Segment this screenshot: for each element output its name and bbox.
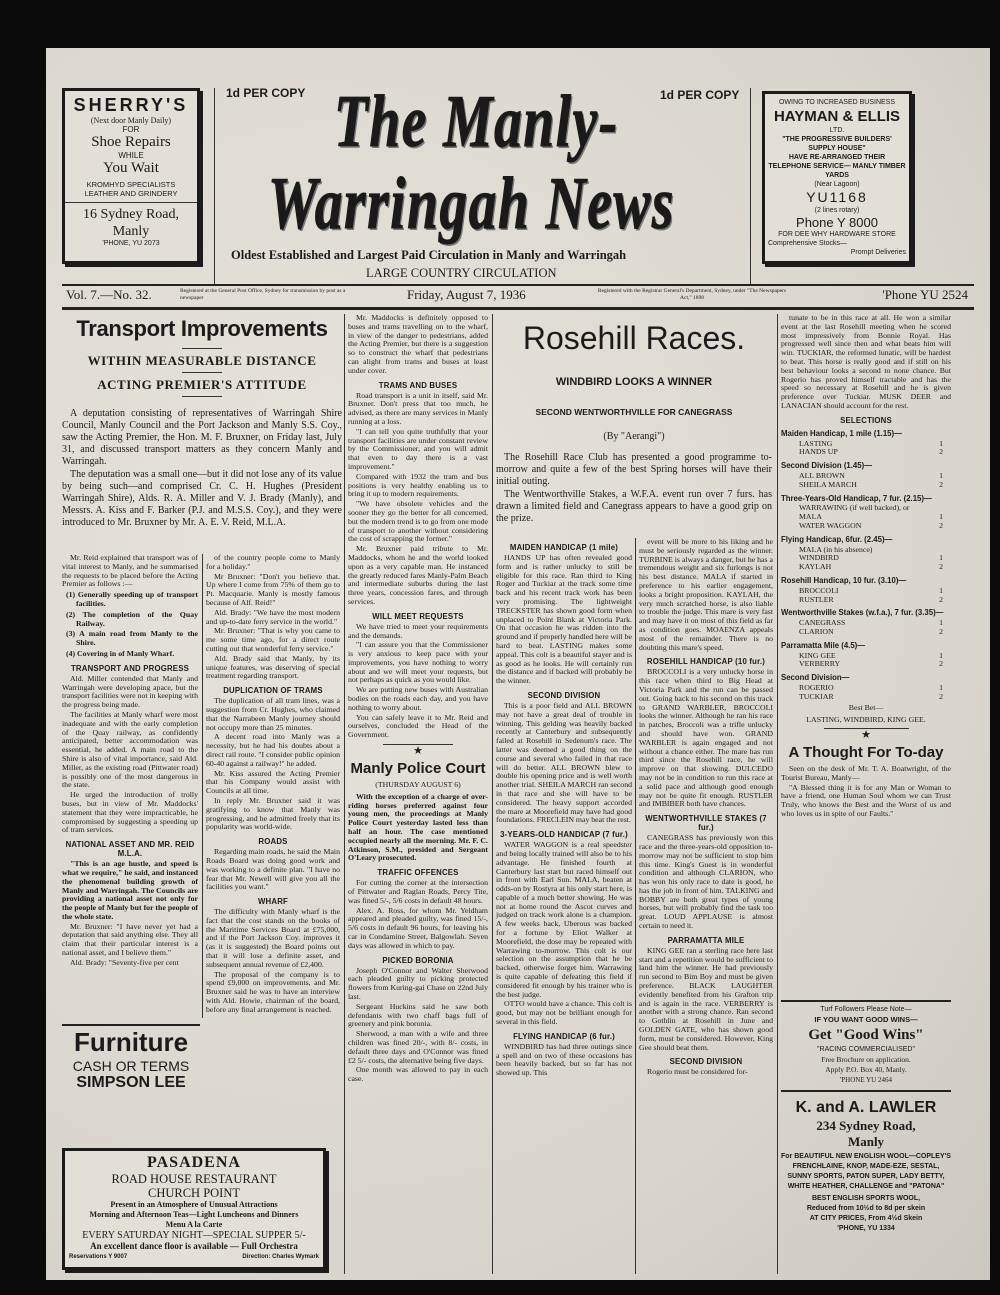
paragraph: We have tried to meet your requirements and the demands. [348, 621, 488, 640]
headline: Transport Improvements [76, 316, 328, 341]
placing: 2 [939, 594, 943, 604]
masthead-title-line1: The Manly- [334, 81, 619, 163]
placing: 1 [939, 512, 943, 522]
paragraph: Regarding main roads, he said the Main Roads Board was doing good work and was working to a definite plan. "I have no fear that Mr. Newell will give you all the facilities you want." [206, 847, 340, 892]
ad-direction: Direction: Charles Wymark [242, 1254, 319, 1260]
horse-name: CANEGRASS [799, 618, 846, 628]
ad-text: Reduced from 10½d to 8d per skein [806, 1205, 926, 1212]
ad-text: Menu A la Carte [165, 1220, 223, 1229]
placing: 1 [939, 553, 943, 563]
ad-text: IF YOU WANT GOOD WINS— [814, 1015, 918, 1024]
section-heading: WILL MEET REQUESTS [372, 611, 464, 621]
transport-column-b [206, 554, 340, 1016]
byline: (By "Aerangi") [603, 431, 665, 442]
horse-name: KAYLAH [799, 562, 832, 572]
section-heading: FLYING HANDICAP (6 fur.) [513, 1031, 615, 1041]
paragraph: Rogerio must be considered for- [647, 1067, 748, 1077]
race-label: Rosehill Handicap, 10 fur. (3.10)— [781, 575, 907, 585]
transport-lead [62, 408, 342, 530]
paragraph: Mr. Kiss assured the Acting Premier that his Company would assist with Councils at all time. [206, 768, 340, 796]
paragraph: Mr. Reid explained that transport was of vital interest to Manly, and he summarised the requests to be placed before the Acting Premier as follows :— [62, 553, 198, 589]
horse-name: MALA (in his absence) [799, 544, 873, 554]
placing: 2 [939, 659, 943, 669]
paragraph: Ald. Brady: "We have the most modern and up-to-date ferry service in the world." [206, 607, 340, 626]
race-label: Flying Handicap, 6fur. (2.45)— [781, 534, 893, 544]
issue-date: Friday, August 7, 1936 [407, 287, 526, 302]
selection-entry [781, 596, 951, 605]
article-headline: Manly Police Court [350, 760, 486, 778]
star-divider: ★ [824, 728, 909, 741]
ad-text: Morning and Afternoon Teas—Light Luncheons and Dinners [89, 1210, 299, 1219]
ad-text: BEST ENGLISH SPORTS WOOL, [811, 1195, 921, 1202]
list-item: (1) Generally speeding up of transport facilities. [66, 590, 198, 608]
horse-name: BROCCOLI [799, 585, 839, 595]
selection-entry [781, 693, 951, 702]
paragraph: "We have obsolete vehicles and the sooner they go the better for all concerned, but the modern trend is to go from one mode of transport to another without considering the cost of scrapping the former." [348, 499, 488, 544]
paragraph: Compared with 1932 the tram and bus positions is very healthy enabling us to bring it up to modern requirements. [348, 471, 488, 499]
section-heading: WENTWORTHVILLE STAKES (7 fur.) [645, 814, 767, 833]
race-label: Second Division— [781, 673, 850, 683]
ad-text: You Wait [103, 160, 159, 176]
headline: Rosehill Races. [522, 320, 746, 356]
horse-name: MALA [799, 512, 822, 522]
subheadline: SECOND WENTWORTHVILLE FOR CANEGRASS [535, 407, 733, 417]
ad-text: An excellent dance floor is available — Full Orchestra [90, 1241, 298, 1251]
police-court-article [348, 744, 488, 1084]
ad-text: Present in an Atmosphere of Unusual Attractions [110, 1200, 278, 1209]
ad-text: (Next door Manly Daily) [90, 116, 172, 125]
ad-name: SHERRY'S [73, 95, 189, 115]
ad-phone: 'PHONE, YU 1334 [837, 1225, 895, 1232]
section-heading: SECOND DIVISION [669, 1057, 743, 1067]
selection-entry [781, 628, 951, 637]
ad-name: PASADENA [147, 1154, 241, 1171]
newspaper-page [46, 48, 990, 1280]
paragraph: Seen on the desk of Mr. T. A. Boatwright, of the Tourist Bureau, Manly— [781, 764, 951, 782]
ad-name: Get "Good Wins" [808, 1027, 924, 1043]
selection-entry [781, 660, 951, 669]
paragraph: "This is an age hustle, and speed is what we require," he said, and instanced the phenomenal building growth of Manly and Warringah. The Councils are providing a national asset not only for the people of Manly but for the people of the whole state. [62, 859, 198, 921]
horse-name: WARRAWING (if well backed), or [799, 503, 910, 513]
paragraph: Alex. A. Ross, for whom Mr. Yeldham appeared and pleaded guilty, was fined 15/-, 5/6 costs in default 96 hours, for leaving his car in Condamine Street, Balgowlah. Seven days was allowed in which to pay. [348, 905, 488, 950]
transport-column-a [62, 554, 198, 969]
sherrys-ad [62, 88, 200, 264]
paragraph: The deputation was a small one—but it did not lose any of its value by being such—and comprised Cr. C. H. Hughes (President Warringah Shire), Alds. R. A. Miller and V. J. Brady (Manly), and Messrs. A. Kiss and F. Barker (P.J. and M.S.S. Coy.), and they were introduced to Mr. Bruxner by Mr. A. E. V. Reid, M.L.A. [62, 469, 342, 528]
centered-text: LASTING, WINDBIRD, KING GEE. [806, 715, 926, 725]
paragraph: WATER WAGGON is a real speedster and being locally trained will also be to his advantage. He finished fourth at Canterbury last start but raced himself out in front with Earl Sun. MALA, beaten at odds-on by Rostyra at his only start here, is capable of a much better showing. He was not at home round the Ascot curves and judged on track work alone is a champion. A few weeks back, Uberous was backed for a fortune by Eliot Walker at Moorefield, the dose may be repeated with Warrawing to-morrow. This colt is our selection on the assumption that he be backed, otherwise forget him. Warrawing is quite capable of defeating this field if considered fit enough by his trainer who is the best judge. [496, 840, 632, 999]
placing: 2 [939, 626, 943, 636]
horse-name: SHEILA MARCH [799, 479, 857, 489]
section-heading: WHARF [257, 897, 288, 907]
ad-text: FOR [122, 125, 140, 134]
placing: 1 [939, 650, 943, 660]
paragraph: With the exception of a charge of over-riding horses preferred against four young men, the proceedings at Manly Police Court yesterday lasted less than half an hour. The case mentioned occupied nearly all the morning. Mr. F. C. Atkinson, S.M., presided and Sergeant O'Leary prosecuted. [348, 791, 488, 863]
placing: 2 [939, 447, 943, 457]
hayman-ellis-ad [762, 91, 912, 264]
star-divider: ★ [383, 744, 453, 757]
ad-name: K. and A. LAWLER [795, 1099, 937, 1116]
paragraph: HANDS UP has often revealed good form and is rather unlucky to still be eligible for this race. Ran third to King Roger and Tuckiar at the track some time back and his recent track work has been very promising. The lightweight TRECKSTER has shown good form when unplaced to Point Blank at Victoria Park. On that occasion he was ridden into the ground and if properly handled here will be hard to beat. LASTING makes some appeal. This colt is a beautiful stayer and is as good as he looks. He will certainly run the distance and if backed will probably be the winner. [496, 553, 632, 686]
ad-phone: 'PHONE YU 2464 [840, 1076, 892, 1084]
ad-text: FOR DEE WHY HARDWARE STORE [778, 231, 896, 238]
article-headline: A Thought For To-day [788, 744, 944, 762]
office-phone: 'Phone YU 2524 [882, 287, 968, 302]
paragraph: Joseph O'Connor and Walter Sherwood each pleaded guilty to picking protected flowers from Kuring-gai Chase on 22nd July last. [348, 965, 488, 1001]
paragraph: He urged the introduction of trolly buses, but in view of Mr. Maddocks' statement that they were impracticable, he compromised by suggesting a speeding up of tram services. [62, 790, 198, 835]
race-label: Second Division (1.45)— [781, 461, 872, 471]
ad-text: LTD. [829, 127, 845, 134]
paragraph: KING GEE ran a sterling race here last start and a repetition would be sufficient to land him the winner. He had previously run second to Bim Boy and must be given preference. BLACK LAUGHTER evidently benefited from his Grafton trip and is again in the race. VERBERRY is another with a strong chance. Ran second to Gothlin at Rosehill in June and GOLDEN GATE, who has shown good form, must be considered. However, King Gee should beat them. [639, 945, 773, 1052]
centered-text: Best Bet— [848, 703, 884, 713]
paragraph: CANEGRASS has previously won this race and the three-years-old opposition to-morrow may not be sufficient to stop him this time. King's Guest is in wonderful condition and although CLARION, who has won his only race to date is good, he has the job in front of him. TALKING and BOBBY are both great types of young horses, but will probably find the task too great. LOUD APPLAUSE is almost certain to need it. [639, 833, 773, 931]
paragraph: The Wentworthville Stakes, a W.F.A. event run over 7 furs. has drawn a limited field and Canegrass appears to have a good grip on the prize. [496, 489, 772, 524]
horse-name: WATER WAGGON [799, 520, 862, 530]
paragraph: The Rosehill Race Club has presented a good programme to-morrow and quite a few of the best Spring horses will have their initial outing. [496, 452, 772, 487]
races-column-a [496, 538, 632, 1079]
selection-entry [781, 522, 951, 531]
registered-note: Registered with the Registrar General's Department, Sydney, under "The Newspapers Act," 1898 [597, 288, 787, 301]
ad-text: LEATHER AND GRINDERY [65, 189, 197, 203]
ad-text: ROAD HOUSE RESTAURANT [111, 1172, 277, 1186]
section-heading: TRANSPORT AND PROGRESS [70, 663, 190, 673]
race-label: Maiden Handicap, 1 mile (1.15)— [781, 428, 902, 438]
ad-text: Turf Followers Please Note— [820, 1006, 912, 1013]
placing: 2 [939, 479, 943, 489]
dateline [62, 287, 974, 307]
ad-text: CASH OR TERMS [72, 1058, 190, 1074]
paragraph: A decent road into Manly was a necessity, but he had his doubts about a direct rail route. "I consider public opinion 60-40 against a railway!" he added. [206, 732, 340, 768]
volume-number: Vol. 7.—No. 32. [66, 287, 152, 302]
section-heading: SELECTIONS [840, 415, 892, 425]
ad-text: EVERY SATURDAY NIGHT—SPECIAL SUPPER 5/- [82, 1230, 306, 1241]
paragraph: This is a poor field and ALL BROWN may not have a great deal of trouble in winning. This gelding was heavily backed recently at Canterbury and subsequently failed at Rosehill in Sedenum's race. The latter was deemed a good thing on the course and several who failed in that race will do better. ALL BROWN blew to double his opening price and is well worth another trial. SHEILA MARCH ran second in that race and she will have to be considered. The heavy support accorded the mare at Moorefield may have had good foundations. FRECLEIN may beat the rest. [496, 700, 632, 825]
transport-column-c-wrapper [348, 314, 488, 1085]
paragraph: Sherwood, a man with a wife and three children was fined 20/-, with 8/- costs, in default three days and O'Connor was fined £2 5/- costs, the alternative being five days. [348, 1029, 488, 1065]
ad-phone: 'PHONE, YU 2073 [102, 240, 160, 247]
ad-text: (2 lines rotary) [814, 207, 860, 214]
paragraph: A deputation consisting of representatives of Warringah Shire Council, Manly Council and the Port Jackson and Manly S.S. Coy., saw the Acting Premier, the Hon. M. F. Bruxner, on Friday last, July 31, and discussed transport matters as they concern Manly and Warringah. [62, 408, 342, 467]
paragraph: Mr. Bruxner: "I have never yet had a deputation that said anything else. They all claim that their particular interest is a national asset, and I believe them." [62, 921, 198, 958]
horse-name: RUSTLER [799, 594, 834, 604]
horse-name: VERBERRY [799, 659, 841, 669]
ad-text: "RACING COMMERCIALISED" [817, 1046, 915, 1053]
paragraph: OTTO would have a chance. This colt is good, but may not be brilliant enough for several in this field. [496, 999, 632, 1027]
horse-name: HANDS UP [799, 447, 838, 457]
ad-text: Free Brochure on application. [821, 1055, 911, 1064]
horse-name: ROGERIO [799, 682, 834, 692]
placing: 1 [939, 618, 943, 628]
race-label: Parramatta Mile (4.5)— [781, 640, 866, 650]
price-right: 1d PER COPY [660, 88, 740, 102]
races-intro [496, 452, 772, 526]
ad-text: (Near Lagoon) [814, 181, 860, 188]
races-column-b [639, 538, 773, 1078]
paragraph: One month was allowed to pay in each case. [348, 1065, 488, 1084]
lawler-ad [781, 1098, 951, 1234]
paragraph: of the country people come to Manly for a holiday." [206, 553, 340, 571]
pasadena-ad [62, 1148, 326, 1270]
transport-article-header [62, 314, 342, 397]
ad-text: 234 Sydney Road, [816, 1118, 916, 1133]
section-heading: TRAFFIC OFFENCES [377, 868, 459, 878]
section-heading: ROADS [258, 837, 288, 847]
ad-text: CHURCH POINT [147, 1186, 241, 1200]
centered-text: (THURSDAY AUGUST 6) [375, 780, 461, 790]
paragraph: Ald. Miller contended that Manly and Warringah were developing apace, but the transport facilities were not in keeping with the progress being made. [62, 673, 198, 710]
ad-name: Furniture [73, 1027, 189, 1057]
paragraph: event will be more to his liking and he must be seriously regarded as the winner. TURBINE is always a danger, but he has a tremendous weight and six furlongs is not his best distance. MALA if started in preference to his earlier engagement, looks a bright proposition. KAYLAH, the very much scratched horse, is also liable to trouble the judge. This mare is very fast and may have it on most of this field as far as condition goes. MOAENZA appeals most of the remainder. There is no doubting this mare's speed. [639, 537, 773, 652]
list-item: (4) Covering in of Manly Wharf. [66, 648, 175, 658]
ad-text: "THE PROGRESSIVE BUILDERS' SUPPLY HOUSE" [782, 136, 892, 152]
paragraph: The difficulty with Manly wharf is the fact that the cost stands on the books of the Maritime Services Board at £75,000, and if the Port Jackson Coy. improves it (as it is suggested) the Board points out that it will lose a definite asset, and subsequent annual revenue of £2,400. [206, 907, 340, 969]
ad-phone: YU1168 [806, 189, 868, 205]
price-left: 1d PER COPY [226, 86, 306, 100]
races-article-header [496, 316, 772, 443]
paragraph: BROCCOLI is a very unlucky horse in this race when third to Big Head at Victoria Park and the run can be passed out. Going back to his second on this track to GRAND WARBLER, BROCCOLI looks the winner. Although he ran his race in patches, Broccoli was a trifle unlucky and should have won. GRAND WARBLER is again engaged and not without a chance either. The mare has run third since the Rosehill race, he will improve on that showing. DULCEDO may not be in condition to run this race at a solid pace and although good enough may not be quite fit enough. RUSTLER and IMBIBER both have chances. [639, 667, 773, 809]
paragraph: Ald. Brady said that Manly, by its unique features, was deserving of special treatment regarding transport. [206, 653, 340, 681]
ad-reservations: Reservations Y 9007 [69, 1254, 128, 1260]
section-heading: PARRAMATTA MILE [667, 935, 745, 945]
horse-name: TUCKIAR [799, 691, 834, 701]
paragraph: The proposal of the company is to spend £9,000 on improvements, and Mr. Bruxner said he was to have an interview with Ald. Howie, chairman of the board, before any final arrangement is reached. [206, 969, 340, 1014]
horse-name: ALL BROWN [799, 470, 845, 480]
paragraph: The facilities at Manly wharf were most inadequate and with the early completion of the Quay railway, as confidently anticipated, better accommodation was essential, he added. A main road to the Shire is also of vital importance, said Ald. Miller, as the existing road (Pittwater road) is possibly one of the most dangerous in the state. [62, 709, 198, 790]
paragraph: We are putting new buses with Australian bodies on the roads each day, and you have nothing to worry about. [348, 685, 488, 712]
masthead-title-line2: Warringah News [268, 163, 676, 245]
paragraph: "I can tell you quite truthfully that your transport facilities are under constant review by the Commissioner, and you will admit that even to day there is a vast improvement." [348, 426, 488, 471]
horse-name: WINDBIRD [799, 553, 839, 563]
ad-text: Shoe Repairs [91, 134, 171, 150]
ad-text: SIMPSON LEE [76, 1074, 186, 1091]
section-heading: PICKED BORONIA [382, 955, 454, 965]
paragraph: Mr. Maddocks is definitely opposed to buses and trams travelling on to the wharf, in view of the danger to pedestrians, added the Acting Premier, but there is a suggestion so to construct the wharf that pedestrians can alight from trams and buses at least under cover. [348, 313, 488, 375]
section-heading: DUPLICATION OF TRAMS [223, 686, 323, 696]
paragraph: You can safely leave it to Mr. Reid and ourselves, concluded the Head of the Government. [348, 712, 488, 740]
placing: 1 [939, 682, 943, 692]
ad-name: HAYMAN & ELLIS [773, 108, 901, 125]
section-heading: MAIDEN HANDICAP (1 mile) [509, 543, 619, 552]
paragraph: The duplication of all tram lines, was a suggestion from Cr. Hughes, who claimed that the Narrabeen Manly journey should not occupy more than 25 minutes. [206, 696, 340, 732]
list-item: (3) A main road from Manly to the Shire. [66, 629, 198, 648]
race-label: Three-Years-Old Handicap, 7 fur. (2.15)— [781, 493, 932, 503]
section-heading: TRAMS AND BUSES [378, 380, 458, 390]
registered-note: Registered at the General Post Office, Sydney for transmission by post as a newspaper [180, 288, 346, 301]
placing: 2 [939, 520, 943, 530]
paragraph: In reply Mr. Bruxner said it was gratifying to know that Manly was progressing, and he admitted freely that its popularity was world-wide. [206, 795, 340, 832]
paragraph: For cutting the corner at the intersection of Pittwater and Raglan Roads, Percy Tite, was fined 5/-, 5/6 costs in default 48 hours. [348, 878, 488, 905]
section-heading: 3-YEARS-OLD HANDICAP (7 fur.) [500, 830, 628, 840]
subheadline: ACTING PREMIER'S ATTITUDE [97, 377, 307, 392]
placing: 2 [939, 562, 943, 572]
race-label: Wentworthville Stakes (w.f.a.), 7 fur. (3.35)— [781, 608, 944, 618]
horse-name: KING GEE [799, 650, 836, 660]
races-column-c [781, 314, 951, 820]
ad-address: 16 Sydney Road, Manly [82, 207, 180, 239]
masthead-tagline: Oldest Established and Largest Paid Circulation in Manly and Warringah [231, 248, 627, 262]
paragraph: Sergeant Huckins said he saw both defendants with two chaff bags full of greenery and pink boronia. [348, 1001, 488, 1029]
placing: 1 [939, 438, 943, 448]
paragraph: "A Blessed thing it is for any Man or Woman to have a friend, one Human Soul whom we can Trust Truly, who knows the Best and the Worst of us and who loves us in spite of our Faults." [781, 782, 951, 819]
ad-text: WHILE [118, 151, 144, 160]
section-heading: NATIONAL ASSET AND MR. REID M.L.A. [65, 840, 195, 859]
placing: 1 [939, 585, 943, 595]
ad-text: Apply P.O. Box 40, Manly. [825, 1065, 907, 1074]
ad-text: Comprehensive Stocks— [768, 240, 847, 247]
paragraph: Mr Bruxner: "Don't you believe that. Up where I come from 75% of them go to Pt. Macquarie. Manly is mostly famous because of Alf. Reid!" [206, 571, 340, 607]
selection-entry [781, 481, 951, 490]
subheadline: WITHIN MEASURABLE DISTANCE [87, 353, 317, 368]
ad-text: AT CITY PRICES, From 4½d Skein [809, 1215, 923, 1222]
section-heading: ROSEHILL HANDICAP (10 fur.) [646, 657, 766, 667]
ad-text: Prompt Deliveries [850, 249, 906, 256]
ad-text: OWING TO INCREASED BUSINESS [778, 99, 896, 106]
furniture-ad [62, 1024, 200, 1104]
placing: 2 [939, 691, 943, 701]
masthead-circulation: LARGE COUNTRY CIRCULATION [366, 266, 557, 280]
ad-text: HAVE RE-ARRANGED THEIR TELEPHONE SERVICE— MANLY TIMBER YARDS [768, 154, 906, 179]
list-item: (2) The completion of the Quay Railway. [66, 609, 198, 628]
horse-name: LASTING [799, 438, 833, 448]
paragraph: Ald. Brady: "Seventy-five per cent [70, 957, 179, 967]
ad-phone: Phone Y 8000 [796, 215, 878, 230]
ad-text: KROMHYD SPECIALISTS [86, 180, 176, 189]
horse-name: CLARION [799, 626, 834, 636]
section-heading: SECOND DIVISION [527, 690, 601, 700]
ad-text: Manly [847, 1134, 885, 1149]
transport-column-c [348, 314, 488, 740]
selection-entry [781, 563, 951, 572]
selection-entry [781, 448, 951, 457]
paragraph: tunate to be in this race at all. He won a similar event at the last Rosehill meeting when he scored most impressively from Bonnie Royal. Has progressed well since then and what beats him will win. TUCKIAR, the reformed lunatic, will be hardest to beat. This horse is really good and if still on his best behaviour looks a second to none chance. But Rogerio has proved himself tractable and has the speed so necessary at Rosehill and he is given preference over Tuckiar. MUSK DEER and LANACIAN should account for the rest. [781, 313, 951, 410]
paragraph: WINDBIRD has had three outings since a spell and on two of these occasions has been heavily backed, but so far has not showed up. This [496, 1041, 632, 1078]
good-wins-ad [781, 1000, 951, 1092]
subheadline: WINDBIRD LOOKS A WINNER [555, 376, 713, 388]
paragraph: "I can assure you that the Commissioner is very anxious to keep pace with your improvements, you have nothing to worry about and we will meet your requests, but not perhaps as quick as you would like. [348, 640, 488, 685]
paragraph: Road transport is a unit in itself, said Mr. Bruxner. Don't press that too much, he advised, as there are many services in Manly running at a loss. [348, 390, 488, 426]
placing: 1 [939, 470, 943, 480]
ad-text: For BEAUTIFUL NEW ENGLISH WOOL—COPLEY'S FRENCHLAINE, KNOP, MADE-EZE, SESTAL, SUNNY SPORTS, PATON SUPER, LADY BETTY, WHITE HEATHER, CHALLENGE and "PATONA" [781, 1153, 951, 1190]
paragraph: Mr. Bruxner: "That is why you came to me some time ago, for a direct route cutting out that wonderful ferry service." [206, 626, 340, 653]
paragraph: Mr. Bruxner paid tribute to Mr. Maddocks, whom he and the world looked upon as a very capable man. He instanced the greatly reduced fares Manly-Palm Beach and intermediate suburbs during the last three years, concession fares, and through services. [348, 544, 488, 606]
